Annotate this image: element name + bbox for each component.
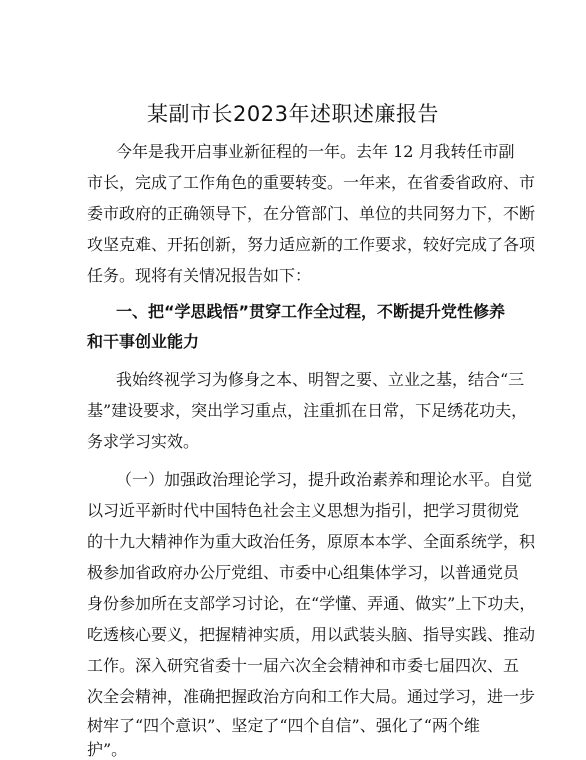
paragraph-line: 极参加省政府办公厅党组、市委中心组集体学习，以普通党员 [87,563,520,582]
paragraph-line: 身份参加所在支部学习讨论，在“学懂、弄通、做实”上下功夫， [87,594,536,613]
section-heading-line: 一、把“学思践悟”贯穿工作全过程，不断提升党性修养 [116,302,506,321]
paragraph-line: 委市政府的正确领导下，在分管部门、单位的共同努力下，不断 [87,204,536,223]
paragraph-line: 我始终视学习为修身之本、明智之要、立业之基，结合“三 [116,370,525,389]
paragraph-line: 以习近平新时代中国特色社会主义思想为指引，把学习贯彻党 [87,501,520,520]
document-title: 某副市长2023年述职述廉报告 [147,102,439,126]
paragraph-line: 工作。深入研究省委十一届六次全会精神和市委七届四次、五 [87,656,520,675]
paragraph-line: 任务。现将有关情况报告如下： [87,266,312,285]
paragraph-line: （一）加强政治理论学习，提升政治素养和理论水平。自觉 [116,470,533,489]
paragraph-line: 基”建设要求，突出学习重点，注重抓在日常，下足绣花功夫， [87,401,528,420]
section-heading-line: 和干事创业能力 [87,332,200,351]
paragraph-line: 市长，完成了工作角色的重要转变。一年来，在省委省政府、市 [87,173,536,192]
paragraph-line: 的十九大精神作为重大政治任务，原原本本学、全面系统学，积 [87,532,536,551]
paragraph-line: 树牢了“四个意识”、坚定了“四个自信”、强化了“两个维 [87,716,480,735]
paragraph-line: 护”。 [87,740,128,759]
paragraph-line: 吃透核心要义，把握精神实质，用以武装头脑、指导实践、推动 [87,625,536,644]
paragraph-line: 务求学习实效。 [87,432,200,451]
paragraph-line: 今年是我开启事业新征程的一年。去年 12 月我转任市副 [116,142,515,161]
paragraph-line: 攻坚克难、开拓创新，努力适应新的工作要求，较好完成了各项 [87,235,536,254]
paragraph-line: 次全会精神，准确把握政治方向和工作大局。通过学习，进一步 [87,687,536,706]
